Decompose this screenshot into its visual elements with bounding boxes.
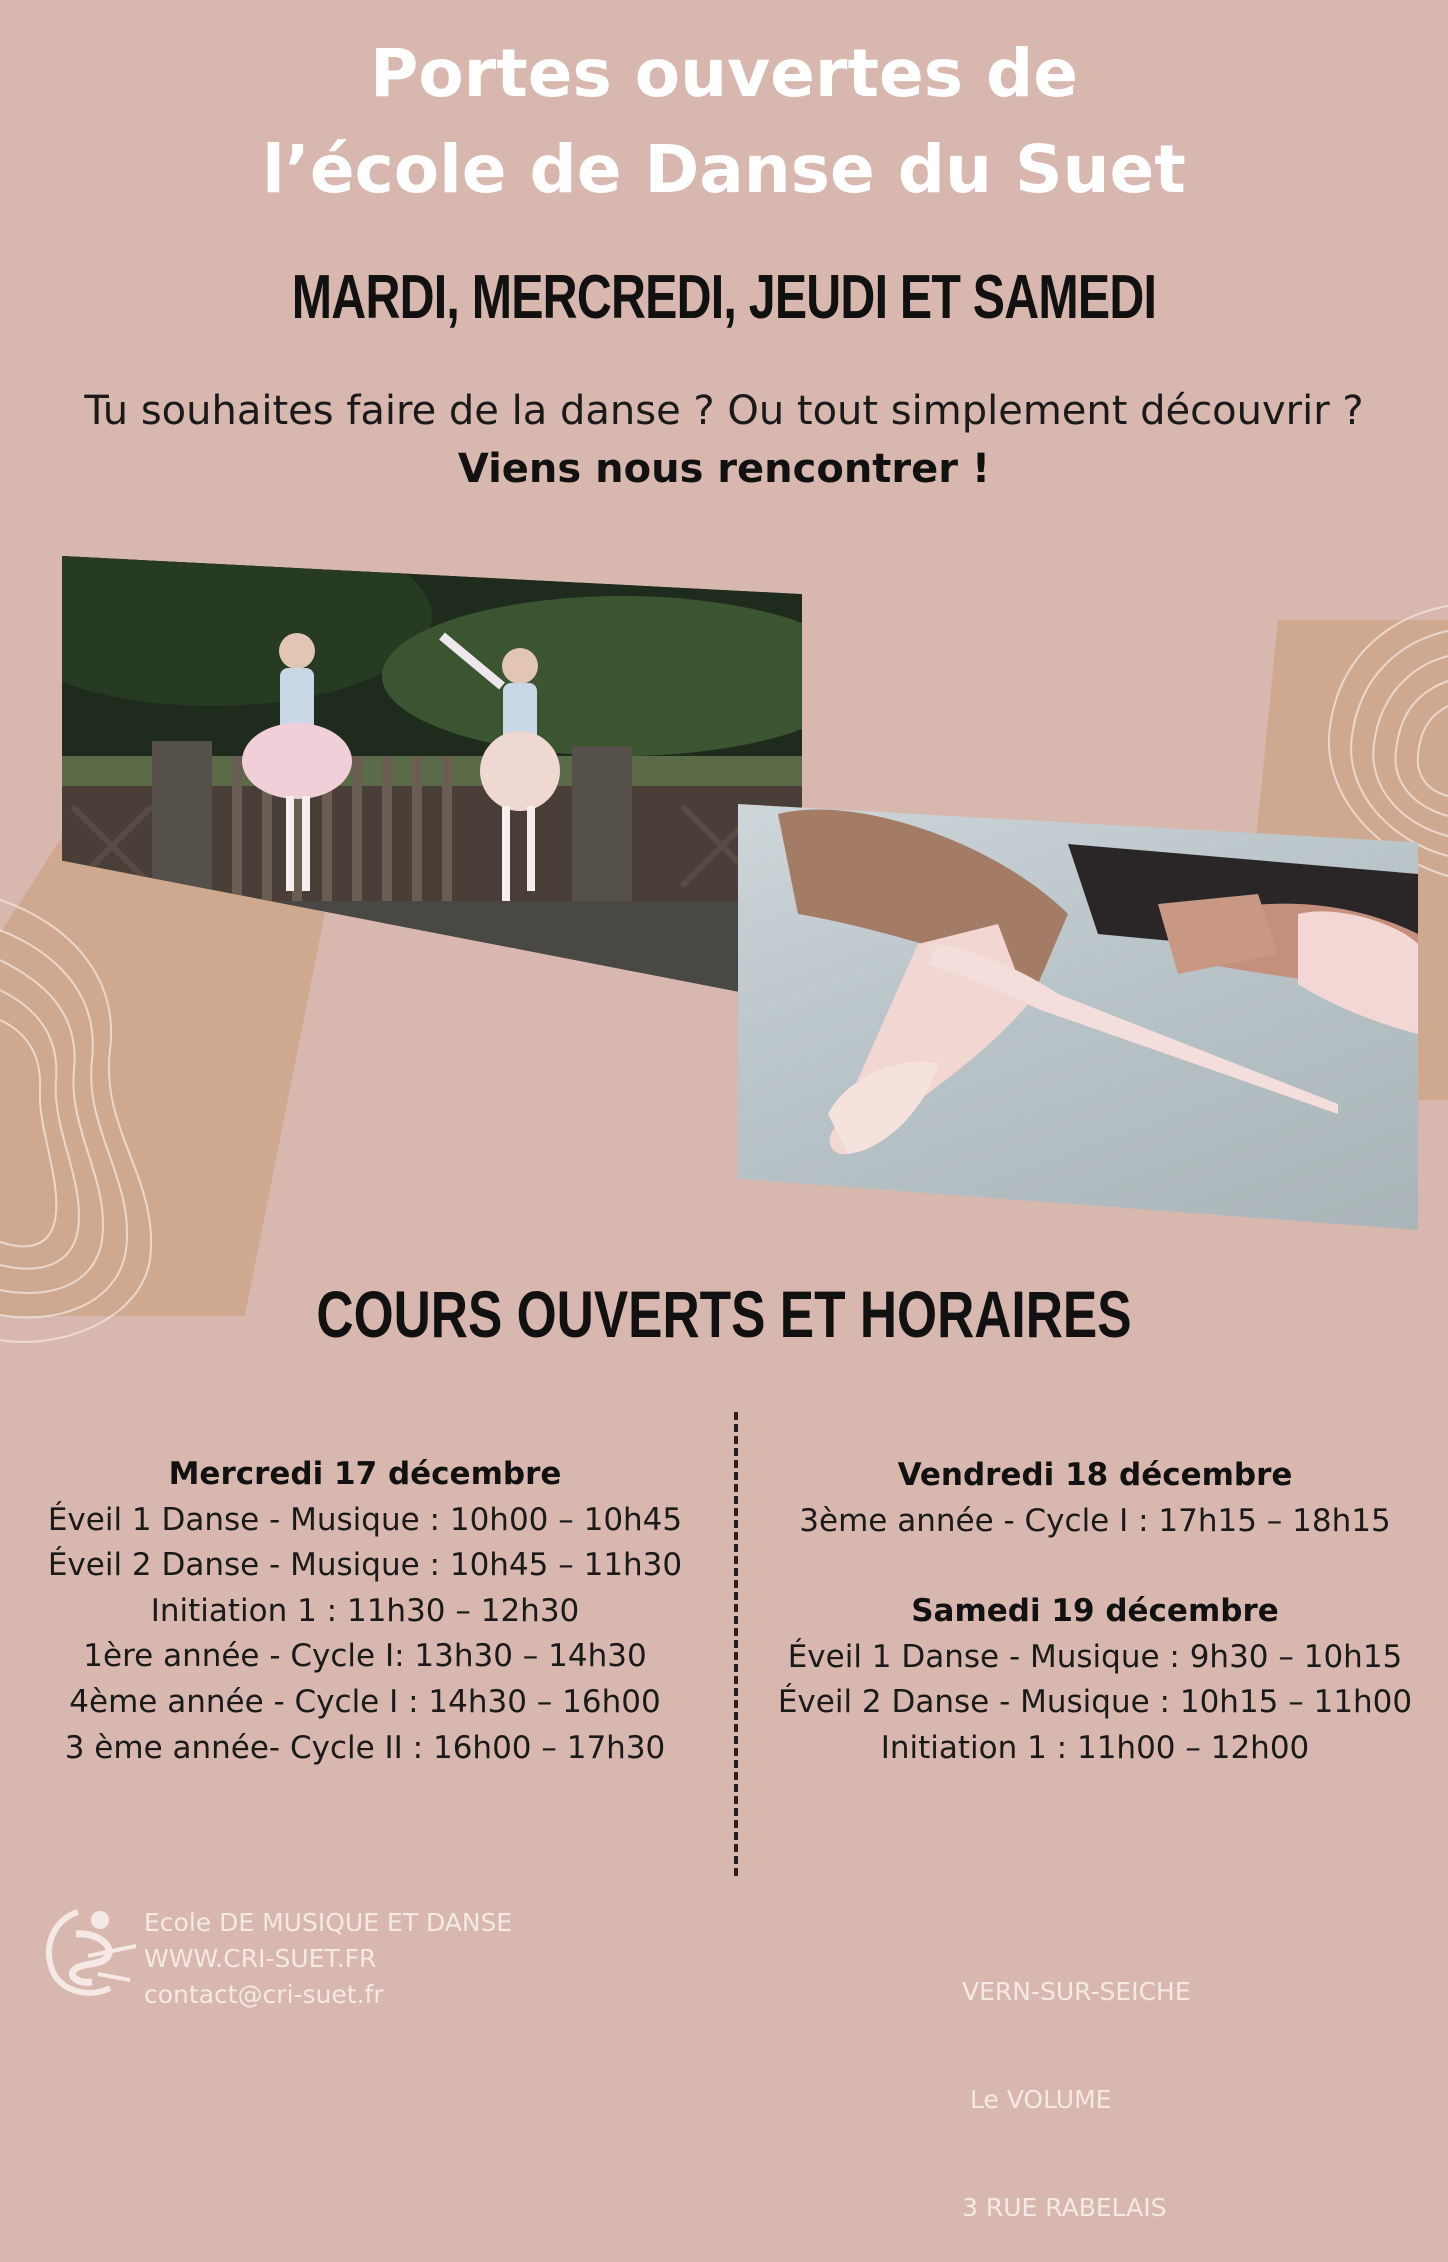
schedule-day-heading: Vendredi 18 décembre bbox=[897, 1457, 1293, 1493]
footer-school-name: Ecole DE MUSIQUE ET DANSE bbox=[144, 1908, 513, 1937]
schedule-heading: COURS OUVERTS ET HORAIRES bbox=[316, 1277, 1132, 1351]
schedule-spacer bbox=[760, 1544, 1430, 1589]
schedule-left-column bbox=[20, 1452, 710, 1771]
footer-website-link[interactable]: WWW.CRI-SUET.FR bbox=[144, 1944, 377, 1973]
schedule-line: Éveil 1 Danse - Musique : 9h30 – 10h15 bbox=[787, 1638, 1403, 1675]
footer-email-link[interactable]: contact@cri-suet.fr bbox=[144, 1980, 384, 2009]
footer-street: 3 RUE RABELAIS bbox=[962, 2193, 1167, 2222]
footer-venue: Le VOLUME bbox=[962, 2085, 1112, 2114]
schedule-line: Initiation 1 : 11h00 – 12h00 bbox=[880, 1729, 1310, 1766]
schedule-divider bbox=[734, 1412, 738, 1876]
schedule-line: 1ère année - Cycle I: 13h30 – 14h30 bbox=[83, 1638, 647, 1675]
pointe-shoes-illustration bbox=[738, 804, 1418, 1230]
intro-text: Tu souhaites faire de la danse ? Ou tout simplement découvrir ? bbox=[84, 388, 1364, 434]
footer-address bbox=[962, 1902, 1191, 2262]
schedule-line: Initiation 1 : 11h30 – 12h30 bbox=[150, 1592, 580, 1629]
schedule-day-heading: Mercredi 17 décembre bbox=[168, 1456, 562, 1492]
schedule-line: Éveil 1 Danse - Musique : 10h00 – 10h45 bbox=[47, 1501, 683, 1538]
schedule-day-heading: Samedi 19 décembre bbox=[911, 1593, 1279, 1630]
pointe-shoes-photo bbox=[738, 804, 1418, 1230]
schedule-line: Éveil 2 Danse - Musique : 10h45 – 11h30 bbox=[47, 1547, 683, 1584]
schedule-line: Éveil 2 Danse - Musique : 10h15 – 11h00 bbox=[777, 1684, 1413, 1721]
school-logo-icon bbox=[38, 1904, 142, 2000]
schedule-line: 3ème année - Cycle I : 17h15 – 18h15 bbox=[799, 1502, 1391, 1539]
schedule-line: 4ème année - Cycle I : 14h30 – 16h00 bbox=[69, 1683, 661, 1720]
footer-city: VERN-SUR-SEICHE bbox=[962, 1977, 1191, 2006]
call-to-action-text: Viens nous rencontrer ! bbox=[457, 446, 991, 492]
open-days-heading: MARDI, MERCREDI, JEUDI ET SAMEDI bbox=[291, 263, 1157, 332]
page-title bbox=[0, 26, 1448, 218]
title-line-2: l’école de Danse du Suet bbox=[262, 131, 1186, 208]
schedule-right-column bbox=[760, 1453, 1430, 1772]
decor-contour-lines-left bbox=[0, 880, 180, 1360]
title-line-1: Portes ouvertes de bbox=[369, 35, 1079, 112]
footer-contact bbox=[144, 1905, 512, 2013]
schedule-line: 3 ème année- Cycle II : 16h00 – 17h30 bbox=[64, 1729, 666, 1766]
